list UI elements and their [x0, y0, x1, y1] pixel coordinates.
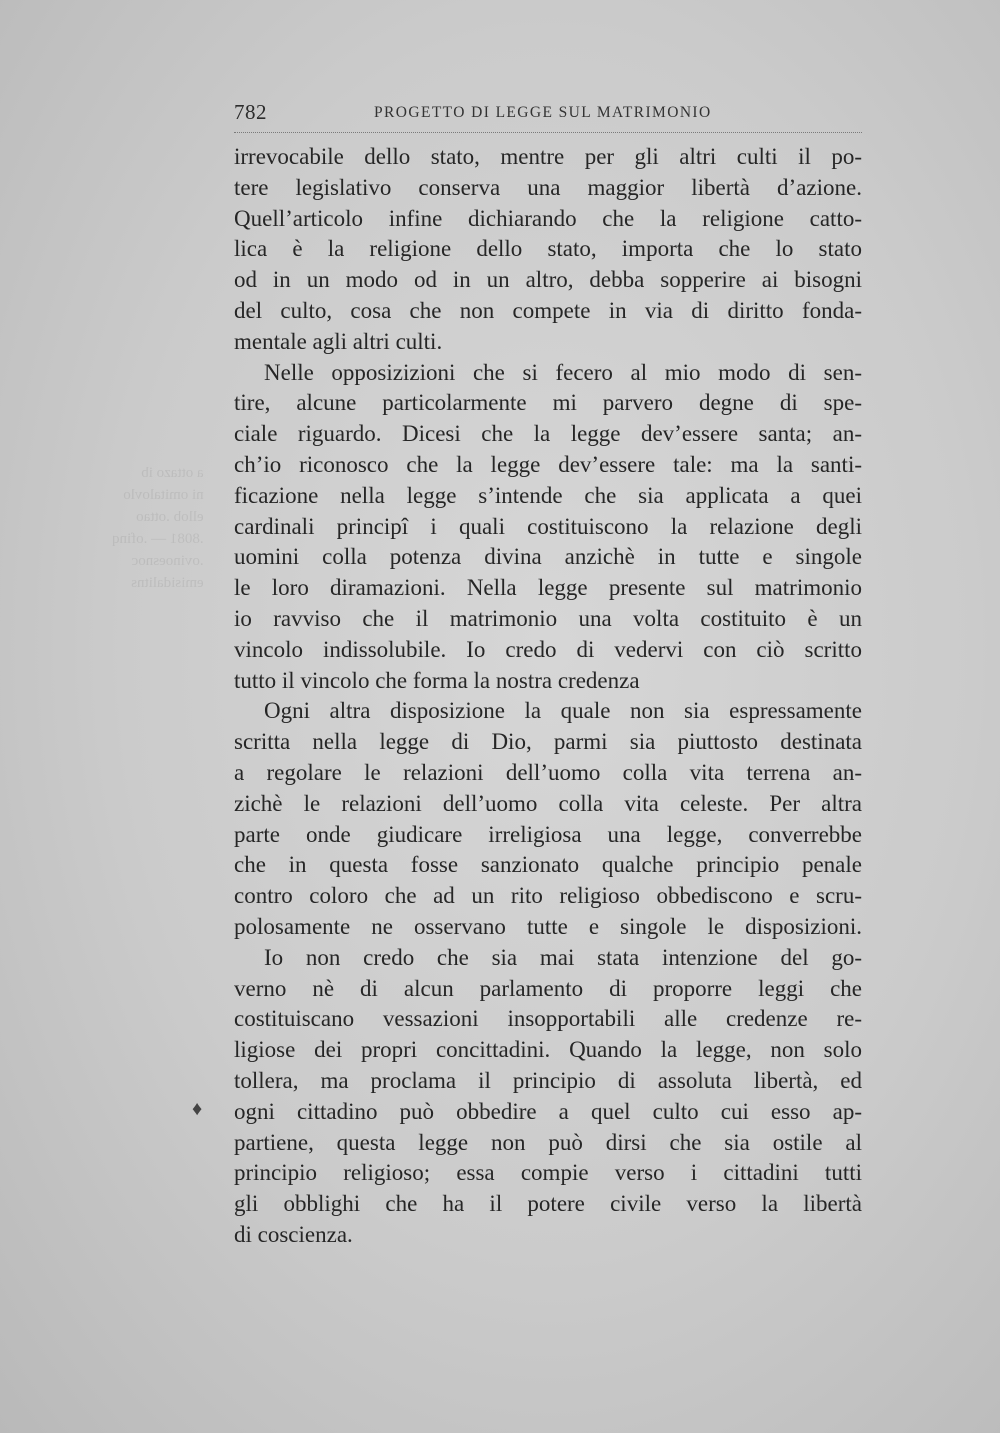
text-line: ch’io riconosco che la legge dev’essere tale: ma la santi- — [234, 451, 862, 477]
text-line: mentale agli altri culti. — [234, 328, 443, 354]
body-text — [234, 142, 862, 1251]
text-line: cardinali principî i quali costituiscono la relazione degli — [234, 513, 862, 539]
text-line: scritta nella legge di Dio, parmi sia piuttosto destinata — [234, 729, 862, 755]
paragraph — [234, 358, 862, 697]
paragraph — [234, 696, 862, 942]
text-line: lica è la religione dello stato, importa che lo stato — [234, 236, 862, 262]
page-header — [234, 98, 862, 133]
text-line: del culto, cosa che non compete in via di diritto fonda- — [234, 297, 862, 323]
text-line: ficazione nella legge s’intende che sia applicata a quei — [234, 482, 862, 508]
text-line: verno nè di alcun parlamento di proporre leggi che — [234, 975, 862, 1001]
text-line: irrevocabile dello stato, mentre per gli altri culti il po- — [234, 144, 862, 169]
text-line: od in un modo od in un altro, debba sopperire ai bisogni — [234, 267, 862, 293]
text-line: zichè le relazioni dell’uomo colla vita celeste. Per altra — [234, 790, 862, 816]
text-line: Nelle opposizizioni che si fecero al mio modo di sen- — [264, 359, 862, 385]
text-line: principio religioso; essa compie verso i cittadini tutti — [234, 1160, 862, 1186]
show-through-texture: a ottazo ib ni omitalovlo ellob .ottao .8081 — .ofinq .ovinoesnoc emisidalitns — [112, 465, 204, 591]
page-number: 782 — [234, 100, 267, 124]
text-line: contro coloro che ad un rito religioso obbediscono e scru- — [234, 883, 862, 909]
running-head: PROGETTO DI LEGGE SUL MATRIMONIO — [374, 104, 712, 121]
text-line: costituiscano vessazioni insopportabili alle credenze re- — [234, 1006, 862, 1032]
text-line: tire, alcune particolarmente mi parvero degne di spe- — [234, 390, 862, 416]
text-line: tutto il vincolo che forma la nostra credenza — [234, 667, 640, 693]
text-line: parte onde giudicare irreligiosa una legge, converrebbe — [234, 821, 862, 847]
text-line: io ravviso che il matrimonio una volta costituito è un — [234, 605, 862, 631]
text-line: tere legislativo conserva una maggior libertà d’azione. — [234, 174, 862, 200]
text-line: gli obblighi che ha il potere civile verso la libertà — [234, 1191, 862, 1217]
text-line: partiene, questa legge non può dirsi che sia ostile al — [234, 1129, 862, 1155]
text-line: Quell’articolo infine dichiarando che la religione catto- — [234, 205, 862, 231]
text-line: ogni cittadino può obbedire a quel culto cui esso ap- — [234, 1098, 862, 1124]
text-line: le loro diramazioni. Nella legge presente sul matrimonio — [234, 575, 862, 601]
paragraph — [234, 943, 862, 1251]
text-line: uomini colla potenza divina anzichè in tutte e singole — [234, 544, 862, 570]
text-line: ciale riguardo. Dicesi che la legge dev’essere santa; an- — [234, 421, 862, 447]
text-line: Io non credo che sia mai stata intenzione del go- — [264, 944, 862, 970]
text-line: polosamente ne osservano tutte e singole le disposizioni. — [234, 913, 862, 939]
text-line: Ogni altra disposizione la quale non sia espressamente — [264, 698, 862, 724]
text-line: ligiose dei propri concittadini. Quando la legge, non solo — [234, 1037, 862, 1063]
margin-mark: ♦ — [192, 1098, 203, 1120]
text-line: di coscienza. — [234, 1221, 353, 1247]
paragraph — [234, 142, 862, 358]
text-line: che in questa fosse sanzionato qualche principio penale — [234, 852, 862, 878]
text-line: a regolare le relazioni dell’uomo colla vita terrena an- — [234, 759, 862, 785]
text-line: tollera, ma proclama il principio di assoluta libertà, ed — [234, 1067, 862, 1093]
text-line: vincolo indissolubile. Io credo di vedervi con ciò scritto — [234, 636, 862, 662]
